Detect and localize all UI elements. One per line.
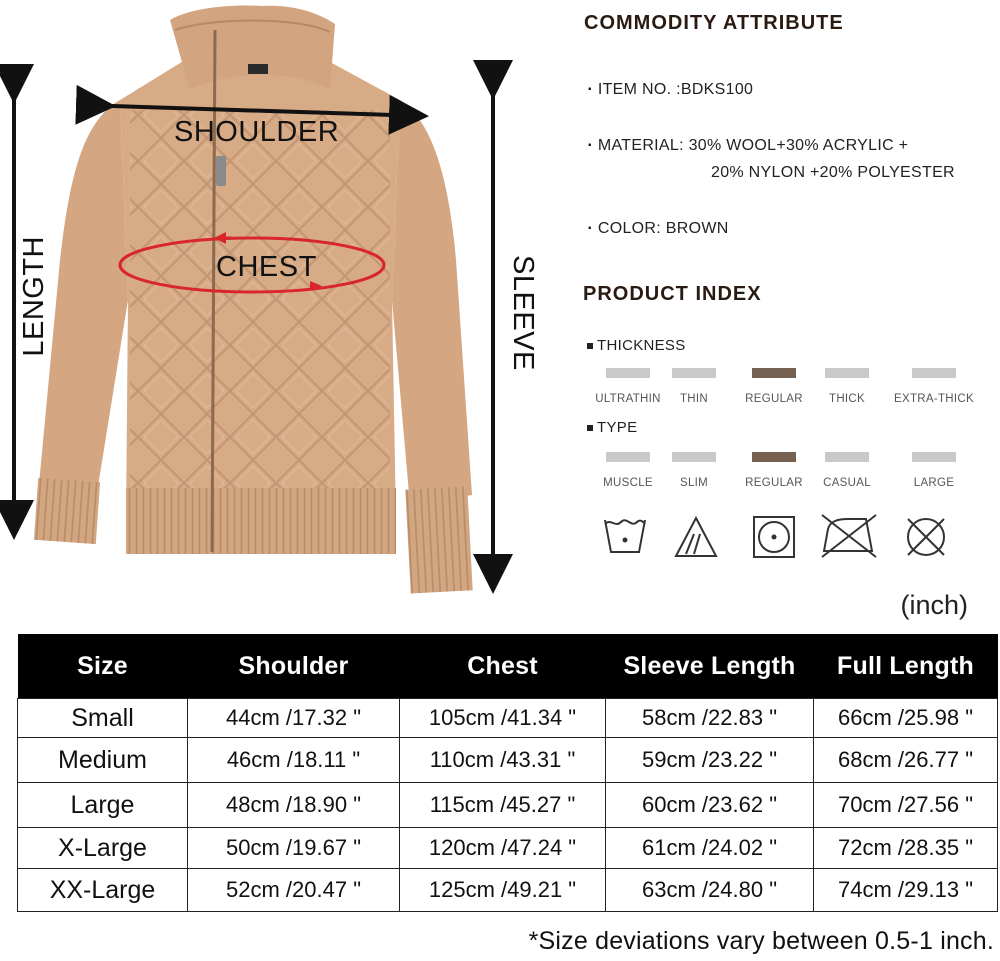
hand-wash-icon [601, 512, 649, 560]
do-not-dry-clean-icon [902, 513, 950, 561]
table-header-row [18, 634, 998, 699]
size-name-cell: Medium [18, 738, 188, 783]
type-heading: TYPE [587, 419, 637, 436]
right-cuff [405, 486, 472, 593]
measurement-cell: 68cm /26.77 " [814, 738, 998, 783]
measurement-cell: 58cm /22.83 " [606, 699, 814, 738]
do-not-iron-icon [818, 511, 878, 559]
waistband [126, 488, 396, 554]
header-full-length: Full Length [814, 634, 998, 699]
type-option-label: SLIM [679, 477, 709, 489]
thickness-option-label: ULTRATHIN [595, 393, 661, 405]
header-size: Size [18, 634, 188, 699]
length-label: LENGTH [18, 236, 50, 357]
right-sleeve [392, 100, 472, 505]
type-option-label: LARGE [913, 477, 955, 489]
measurement-cell: 66cm /25.98 " [814, 699, 998, 738]
material-line-1: ▪ MATERIAL: 30% WOOL+30% ACRYLIC + [588, 137, 909, 154]
measurement-cell: 46cm /18.11 " [188, 738, 400, 783]
measurement-cell: 48cm /18.90 " [188, 783, 400, 828]
table-row [18, 869, 998, 912]
measurement-cell: 120cm /47.24 " [400, 828, 606, 869]
zipper-pull [216, 156, 226, 186]
brand-tag [248, 64, 268, 74]
measurement-cell: 59cm /23.22 " [606, 738, 814, 783]
type-bar-muscle [606, 452, 650, 462]
size-name-cell: X-Large [18, 828, 188, 869]
thickness-option-label: THICK [829, 393, 865, 405]
sleeve-label: SLEEVE [507, 255, 539, 371]
size-name-cell: Large [18, 783, 188, 828]
left-sleeve [38, 100, 128, 505]
item-no: ▪ ITEM NO. :BDKS100 [588, 81, 754, 98]
thickness-heading: THICKNESS [587, 337, 686, 354]
type-option-label: CASUAL [823, 477, 871, 489]
material-line-2: 20% NYLON +20% POLYESTER [711, 164, 955, 181]
type-bar-large [912, 452, 956, 462]
thickness-bar-thin [672, 368, 716, 378]
measurement-cell: 50cm /19.67 " [188, 828, 400, 869]
type-bar-casual [825, 452, 869, 462]
sweater-illustration [0, 0, 580, 610]
header-sleeve-length: Sleeve Length [606, 634, 814, 699]
size-name-cell: Small [18, 699, 188, 738]
thickness-bar-regular [752, 368, 796, 378]
bleach-allowed-icon [672, 514, 720, 562]
thickness-option-label: EXTRA-THICK [894, 393, 974, 405]
measurement-cell: 44cm /17.32 " [188, 699, 400, 738]
measurement-cell: 72cm /28.35 " [814, 828, 998, 869]
measurement-cell: 74cm /29.13 " [814, 869, 998, 912]
size-chart-table [17, 634, 998, 912]
tumble-dry-icon [750, 513, 798, 561]
measurement-cell: 61cm /24.02 " [606, 828, 814, 869]
type-option-label: MUSCLE [603, 477, 653, 489]
type-bar-slim [672, 452, 716, 462]
measurement-cell: 115cm /45.27 " [400, 783, 606, 828]
thickness-option-label: THIN [679, 393, 709, 405]
thickness-bar-extra-thick [912, 368, 956, 378]
table-row [18, 738, 998, 783]
measurement-cell: 60cm /23.62 " [606, 783, 814, 828]
thickness-bar-thick [825, 368, 869, 378]
shoulder-label: SHOULDER [174, 116, 340, 148]
size-deviation-footnote: *Size deviations vary between 0.5-1 inch. [528, 927, 994, 955]
measurement-cell: 105cm /41.34 " [400, 699, 606, 738]
product-index-title: PRODUCT INDEX [583, 283, 762, 305]
header-shoulder: Shoulder [188, 634, 400, 699]
measurement-cell: 110cm /43.31 " [400, 738, 606, 783]
thickness-bar-ultrathin [606, 368, 650, 378]
measurement-cell: 63cm /24.80 " [606, 869, 814, 912]
type-option-label: REGULAR [745, 477, 803, 489]
commodity-attribute-title: COMMODITY ATTRIBUTE [584, 12, 844, 34]
left-cuff [34, 478, 100, 544]
size-name-cell: XX-Large [18, 869, 188, 912]
type-bar-regular [752, 452, 796, 462]
unit-note: (inch) [900, 590, 968, 620]
measurement-cell: 52cm /20.47 " [188, 869, 400, 912]
measurement-cell: 70cm /27.56 " [814, 783, 998, 828]
table-row [18, 699, 998, 738]
header-chest: Chest [400, 634, 606, 699]
table-row [18, 828, 998, 869]
color-attribute: ▪ COLOR: BROWN [588, 220, 729, 237]
measurement-cell: 125cm /49.21 " [400, 869, 606, 912]
thickness-option-label: REGULAR [745, 393, 803, 405]
chest-label: CHEST [216, 251, 317, 283]
table-row [18, 783, 998, 828]
